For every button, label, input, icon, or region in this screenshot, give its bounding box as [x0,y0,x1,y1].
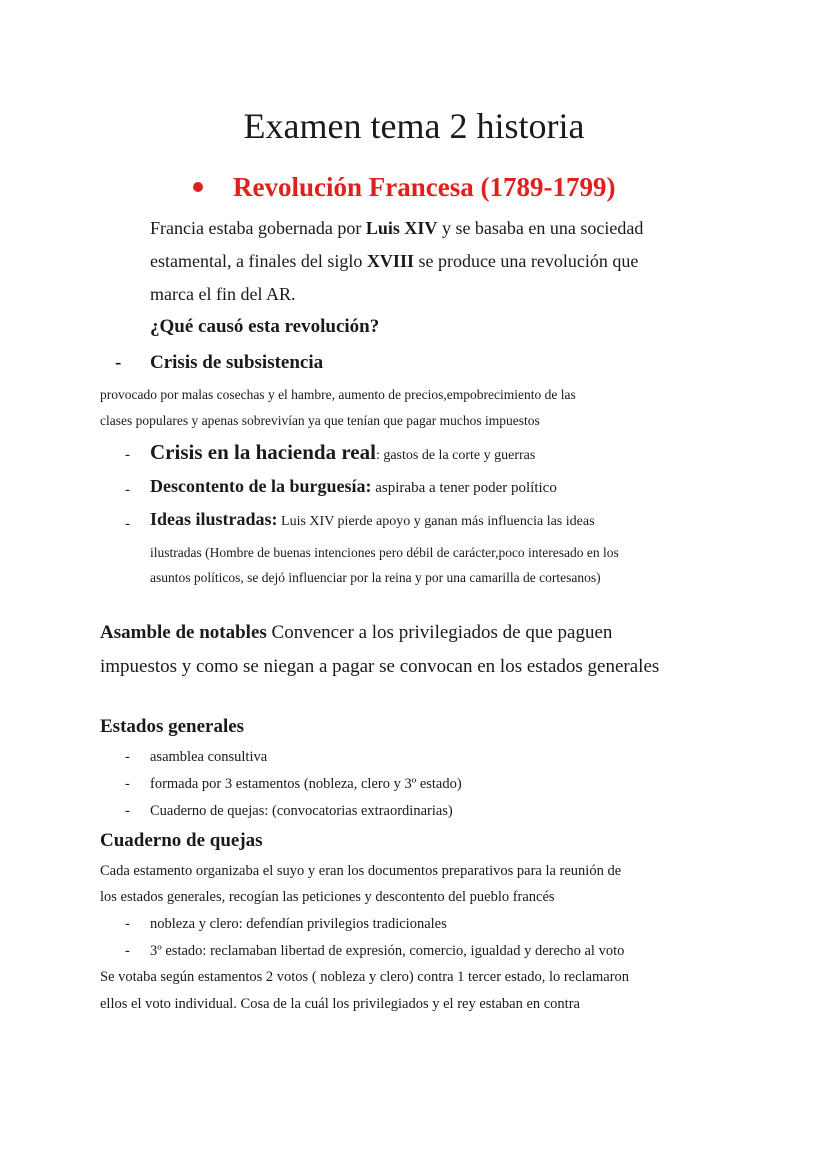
asamblea-line-2: impuestos y como se niegan a pagar se convocan en los estados generales [100,656,660,677]
list-item: formada por 3 estamentos (nobleza, clero y 3º estado) [150,776,462,792]
dash-marker: - [125,803,130,819]
list-item: nobleza y clero: defendían privilegios tradicionales [150,916,447,932]
list-item: 3º estado: reclamaban libertad de expresión, comercio, igualdad y derecho al voto [150,943,625,959]
cause-1-title: Crisis de subsistencia [150,352,324,373]
section-heading-text: Revolución Francesa (1789-1799) [233,172,616,202]
cause-4: Ideas ilustradas: Luis XIV pierde apoyo y ganan más influencia las ideas [150,509,595,529]
cause-1-text-1: provocado por malas cosechas y el hambre, aumento de precios,empobrecimiento de las [100,387,576,402]
dash-marker: - [115,352,122,373]
cuaderno-line-1: Cada estamento organizaba el suyo y eran los documentos preparativos para la reunión de [100,863,622,879]
dash-marker: - [125,943,130,959]
cuaderno-line-4: ellos el voto individual. Cosa de la cuál los privilegiados y el rey estaban en contra [100,996,580,1012]
dash-marker: - [125,916,130,932]
cuaderno-line-3: Se votaba según estamentos 2 votos ( nobleza y clero) contra 1 tercer estado, lo reclamaron [100,969,630,985]
cuaderno-heading: Cuaderno de quejas [100,830,263,851]
cause-4-line-2: ilustradas (Hombre de buenas intenciones pero débil de carácter,poco interesado en los [150,545,619,560]
cause-1-text-2: clases populares y apenas sobrevivían ya que tenían que pagar muchos impuestos [100,413,540,428]
cuaderno-line-2: los estados generales, recogían las peticiones y descontento del pueblo francés [100,889,555,905]
page-title: Examen tema 2 historia [243,106,585,146]
dash-marker: - [125,482,130,498]
question-heading: ¿Qué causó esta revolución? [150,316,380,337]
asamblea-line-1: Asamble de notables Convencer a los privilegiados de que paguen [100,622,613,643]
dash-marker: - [125,749,130,765]
dash-marker: - [125,447,130,463]
dash-marker: - [125,516,130,532]
list-item: asamblea consultiva [150,749,268,765]
intro-line-3: marca el fin del AR. [150,284,296,304]
cause-2: Crisis en la hacienda real: gastos de la corte y guerras [150,440,536,464]
cause-4-line-3: asuntos políticos, se dejó influenciar por la reina y por una camarilla de cortesanos) [150,570,601,585]
intro-line-2: estamental, a finales del siglo XVIII se produce una revolución que [150,251,639,271]
intro-line-1: Francia estaba gobernada por Luis XIV y se basaba en una sociedad [150,218,644,238]
dash-marker: - [125,776,130,792]
cause-3: Descontento de la burguesía: aspiraba a tener poder político [150,476,557,496]
estados-heading: Estados generales [100,716,245,737]
section-heading [193,169,615,205]
bullet-icon [193,182,203,192]
list-item: Cuaderno de quejas: (convocatorias extraordinarias) [150,803,453,819]
